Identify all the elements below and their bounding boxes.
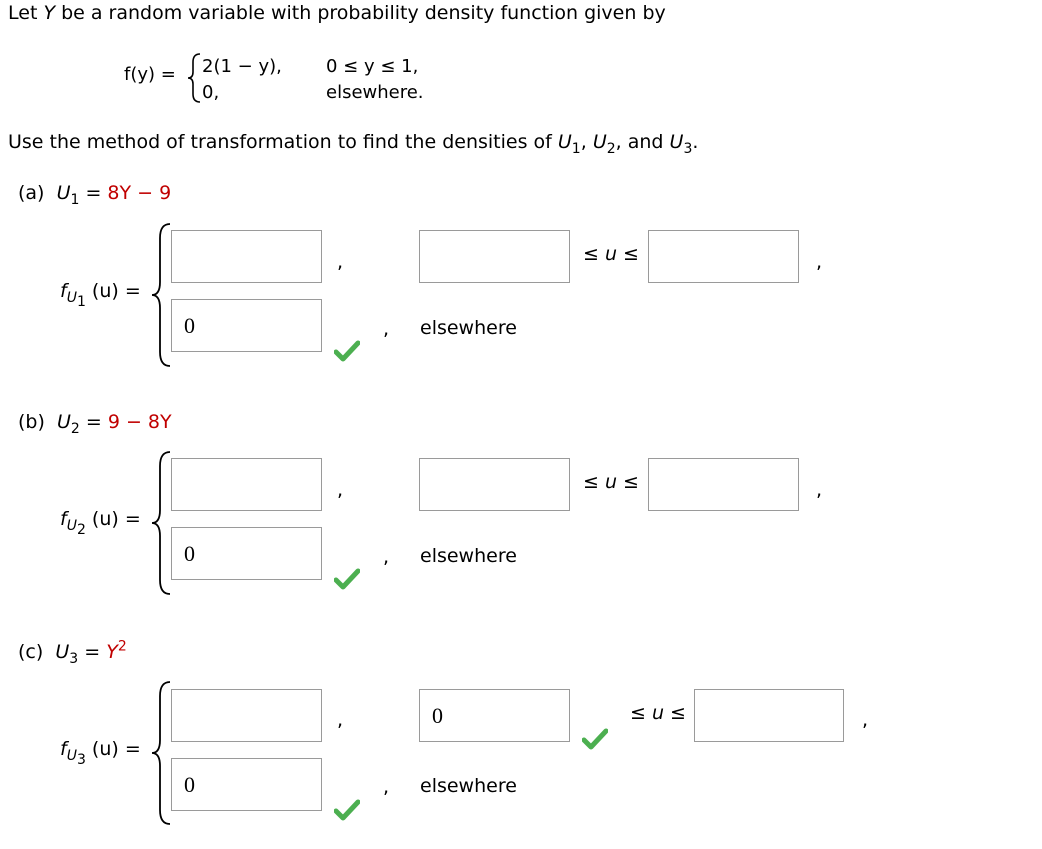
part-a-elsewhere-label: elsewhere xyxy=(420,317,517,339)
part-c-comma-3: , xyxy=(383,776,390,798)
part-b-heading: (b) $U_2 = 9 - 8Y$ xyxy=(18,411,172,437)
part-b-density-label: $f_{U_2}$ (u) = xyxy=(60,508,141,538)
part-c-lower-bound-check-icon xyxy=(582,728,608,750)
part-b-correct-check-icon xyxy=(334,568,360,590)
intro-line: Let Y be a random variable with probability density function given by xyxy=(8,2,666,24)
part-a-upper-bound-input[interactable] xyxy=(648,230,799,283)
part-c-comma-1: , xyxy=(337,709,344,731)
part-c-case2-expression-input[interactable] xyxy=(171,758,322,811)
part-a-comma-2: , xyxy=(816,251,823,273)
part-c-brace-icon xyxy=(150,680,172,826)
part-c-elsewhere-label: elsewhere xyxy=(420,775,517,797)
part-c-lower-bound-input[interactable] xyxy=(419,689,570,742)
pdf-case1-expr: 2(1 − y), xyxy=(202,56,282,77)
part-a-heading: (a) $U_1 = 8Y - 9$ xyxy=(18,182,172,208)
part-b-case1-expression-input[interactable] xyxy=(171,458,322,511)
part-c-density-label: $f_{U_3}$ (u) = xyxy=(60,738,141,768)
part-c-correct-check-icon xyxy=(334,799,360,821)
part-a-correct-check-icon xyxy=(334,340,360,362)
part-b-comma-2: , xyxy=(816,479,823,501)
pdf-case2-cond: elsewhere. xyxy=(326,82,424,103)
pdf-case2-expr: 0, xyxy=(202,82,220,103)
part-a-density-label: $f_{U_1}$ (u) = xyxy=(60,280,141,310)
part-c-heading: (c) $U_3 = Y^2$ xyxy=(18,638,127,667)
part-b-elsewhere-label: elsewhere xyxy=(420,545,517,567)
part-a-lower-bound-input[interactable] xyxy=(419,230,570,283)
part-a-brace-icon xyxy=(150,222,172,368)
part-a-comma-1: , xyxy=(337,251,344,273)
pdf-case1-cond: 0 ≤ y ≤ 1, xyxy=(326,56,419,77)
part-c-case1-expression-input[interactable] xyxy=(171,689,322,742)
part-a-case1-expression-input[interactable] xyxy=(171,230,322,283)
part-c-comma-2: , xyxy=(862,709,869,731)
pdf-brace-icon xyxy=(186,52,202,104)
part-b-lower-bound-input[interactable] xyxy=(419,458,570,511)
part-c-range-symbol: ≤ u ≤ xyxy=(630,702,686,724)
part-b-case2-expression-input[interactable] xyxy=(171,527,322,580)
part-a-range-symbol: ≤ u ≤ xyxy=(583,243,639,265)
part-b-comma-3: , xyxy=(383,546,390,568)
part-b-upper-bound-input[interactable] xyxy=(648,458,799,511)
part-b-comma-1: , xyxy=(337,479,344,501)
pdf-lhs: f(y) = xyxy=(124,64,176,85)
part-a-case2-expression-input[interactable] xyxy=(171,299,322,352)
part-a-comma-3: , xyxy=(383,318,390,340)
method-instruction: Use the method of transformation to find the densities of $U_1$, $U_2$, and $U_3$. xyxy=(8,131,699,157)
part-b-range-symbol: ≤ u ≤ xyxy=(583,471,639,493)
part-c-upper-bound-input[interactable] xyxy=(694,689,844,742)
part-b-brace-icon xyxy=(150,450,172,596)
